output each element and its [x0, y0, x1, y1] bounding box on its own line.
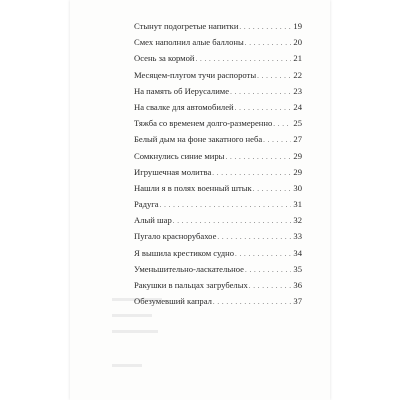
- toc-entry: [134, 70, 302, 86]
- toc-entry-title: Пугало краснорубахое: [134, 231, 217, 242]
- toc-entry: [134, 102, 302, 118]
- toc-entry-page-number: 20: [293, 37, 302, 48]
- toc-entry-title: Месяцем-плугом тучи распороты: [134, 69, 257, 80]
- toc-entry: [134, 21, 302, 37]
- toc-entry: [134, 296, 302, 312]
- toc-leader-dots: [263, 136, 291, 144]
- toc-entry: [134, 53, 302, 69]
- toc-entry: [134, 183, 302, 199]
- toc-entry-page-number: 33: [293, 231, 302, 242]
- toc-entry-title: Нашли я в полях военный штык: [134, 182, 252, 193]
- toc-entry-title: Смех наполнил алые баллоны: [134, 37, 244, 48]
- toc-entry: [134, 248, 302, 264]
- toc-leader-dots: [213, 298, 291, 306]
- toc-leader-dots: [235, 250, 291, 258]
- toc-leader-dots: [212, 169, 291, 177]
- toc-entry-page-number: 27: [293, 134, 302, 145]
- toc-leader-dots: [196, 55, 292, 63]
- toc-entry: [134, 215, 302, 231]
- toc-leader-dots: [235, 104, 291, 112]
- toc-entry-page-number: 22: [293, 69, 302, 80]
- toc-entry-page-number: 31: [293, 199, 302, 210]
- toc-entry-title: Радуга: [134, 199, 159, 210]
- toc-leader-dots: [253, 185, 291, 193]
- toc-entry: [134, 151, 302, 167]
- toc-entry-page-number: 24: [293, 101, 302, 112]
- toc-entry-title: Алый шар: [134, 215, 172, 226]
- toc-entry-title: Белый дым на фоне закатного неба: [134, 134, 263, 145]
- toc-entry-title: На память об Иерусалиме: [134, 85, 230, 96]
- toc-entry-page-number: 29: [293, 166, 302, 177]
- toc-entry-title: Уменьшительно-ласкательное: [134, 263, 244, 274]
- show-through-text-4: [112, 364, 142, 367]
- toc-entry: [134, 231, 302, 247]
- toc-entry: [134, 264, 302, 280]
- toc-entry-page-number: 19: [293, 21, 302, 31]
- toc-entry-title: Игрушечная молитва: [134, 166, 212, 177]
- toc-entry: [134, 134, 302, 150]
- show-through-text-2: [112, 314, 152, 317]
- toc-entry: [134, 167, 302, 183]
- toc-entry-page-number: 34: [293, 247, 302, 258]
- toc-entry-title: Ракушки в пальцах загрубелых: [134, 280, 248, 290]
- toc-entry-title: На свалке для автомобилей: [134, 101, 234, 112]
- toc-leader-dots: [173, 217, 291, 225]
- toc-entry-page-number: 30: [293, 182, 302, 193]
- toc-leader-dots: [245, 266, 291, 274]
- toc-leader-dots: [217, 233, 291, 241]
- toc-leader-dots: [160, 201, 291, 209]
- toc-leader-dots: [249, 282, 291, 290]
- toc-entry-page-number: 37: [293, 296, 302, 307]
- toc-entry-page-number: 21: [293, 53, 302, 64]
- toc-entry-page-number: 23: [293, 85, 302, 96]
- toc-entry: [134, 86, 302, 102]
- toc-entry-page-number: 29: [293, 150, 302, 161]
- toc-entry-title: Сомкнулись синие миры: [134, 150, 225, 161]
- toc-leader-dots: [273, 120, 291, 128]
- toc-entry-page-number: 36: [293, 280, 302, 290]
- show-through-text-3: [112, 330, 158, 333]
- toc-entry-page-number: 25: [293, 118, 302, 129]
- toc-leader-dots: [245, 39, 291, 47]
- toc-entry-page-number: 35: [293, 263, 302, 274]
- toc-leader-dots: [257, 72, 291, 80]
- toc-entry-page-number: 32: [293, 215, 302, 226]
- toc-entry-title: Стынут подогретые напитки: [134, 21, 239, 31]
- toc-entry: [134, 118, 302, 134]
- table-of-contents: [134, 21, 302, 312]
- toc-leader-dots: [239, 23, 291, 31]
- toc-entry: [134, 280, 302, 296]
- toc-leader-dots: [225, 153, 291, 161]
- toc-entry-title: Я вышила крестиком судно: [134, 247, 235, 258]
- toc-entry-title: Осень за кормой: [134, 53, 195, 64]
- toc-entry-title: Тяжба со временем долго-размеренно: [134, 118, 273, 129]
- toc-entry-title: Обезумевший капрал: [134, 296, 212, 307]
- toc-entry: [134, 37, 302, 53]
- toc-leader-dots: [230, 88, 291, 96]
- toc-entry: [134, 199, 302, 215]
